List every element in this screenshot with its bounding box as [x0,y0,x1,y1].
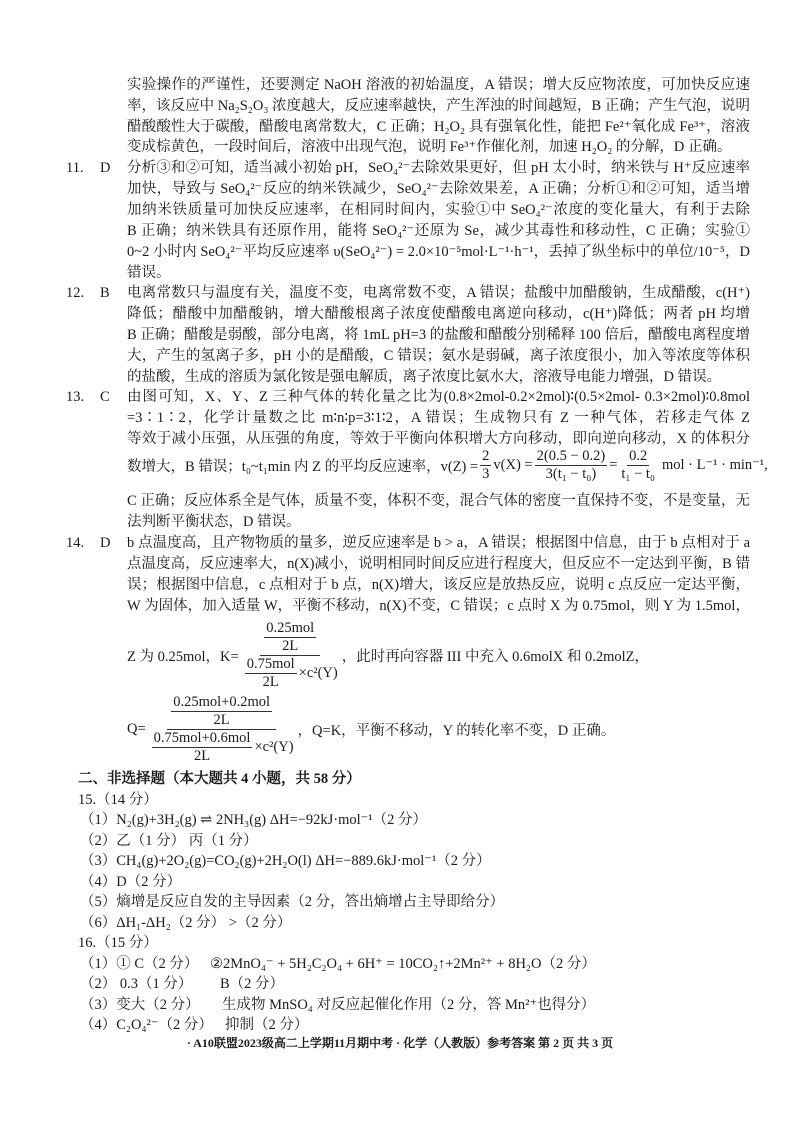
formula-text: = [609,457,618,473]
denominator: 2L [262,674,279,690]
q16-item: （2） 0.3（1 分） [80,976,193,992]
numerator: 2 [482,448,490,464]
denominator: 3(t₁ − t₀) [545,466,597,482]
text-line: 电离常数只与温度有关，温度不变，电离常数不变，A 错误；盐酸中加醋酸钠，生成醋酸，c(H⁺) [127,285,750,301]
rate-formula [127,448,768,483]
formula-text: ×c²(Y) [298,665,338,681]
section-heading: 二、非选择题（本大题共 4 小题，共 58 分） [78,771,361,787]
formula-unit: mol · L⁻¹ · min⁻¹, [662,457,768,473]
text-line: 加纳米铁质量可加快反应速率，在相同时间内，实验①中 SeO₄²⁻浓度的变化量大，有利于去除 [127,202,750,218]
k-formula [127,620,649,691]
denominator [241,656,340,691]
answer-choice: C [100,389,110,405]
q16-item-part2: 抑制（2 分） [225,1017,309,1033]
q16-item: （4）C₂O₄²⁻（2 分） [80,1017,213,1033]
text-line: 实验操作的严谨性，还要测定 NaOH 溶液的初始温度，A 错误；增大反应物浓度，可加快反应速 [127,77,750,93]
answer-choice: D [100,160,111,176]
q16-item-part2: B（2 分） [220,976,285,992]
text-line: 变成棕黄色，一段时间后，溶液中出现气泡，说明 Fe³⁺作催化剂，加速 H₂O₂ 的分解，D 正确。 [127,139,732,155]
text-line: 的盐酸，生成的溶质为氯化铵是强电解质，离子浓度比氨水大，溶液导电能力增强，D 错误。 [127,369,722,385]
numerator: 0.25mol [266,620,315,636]
q15-title: 15.（14 分） [78,792,158,808]
text-line: B 正确；醋酸是弱酸，部分电离，将 1mL pH=3 的盐酸和醋酸分别稀释 100 倍后，醋酸电离程度增 [127,327,750,343]
denominator: 3 [482,466,490,482]
formula-text: ，此时再向容器 III 中充入 0.6molX 和 0.2molZ， [341,649,650,665]
formula-lead: Z 为 0.25mol，K= [127,649,239,665]
fraction [148,694,296,765]
page-footer: · A10联盟2023级高二上学期11月期中考 · 化学（人教版）参考答案 第 2 页 共 3 页 [186,1036,614,1050]
text-line: 点温度高，反应速率大，n(X)减小，说明相同时间反应进行程度大，但反应不一定达到平衡，B 错 [127,556,750,572]
text-line: 加快，导致与 SeO₄²⁻反应的纳米铁减少，SeO₄²⁻去除效果差，A 正确；分析①和②可知，适当增 [127,181,750,197]
text-line: 分析③和②可知，适当减小初始 pH，SeO₄²⁻去除效果更好，但 pH 太小时，纳米铁与 H⁺反应速率 [127,160,750,176]
q16-title: 16.（15 分） [78,935,158,951]
formula-text: ，Q=K，平衡不移动，Y 的转化率不变，D 正确。 [297,723,616,739]
denominator: 2L [282,638,299,654]
text-line: 由图可知，X、Y、Z 三种气体的转化量之比为(0.8×2mol-0.2×2mol)∶(0.5×2mol- 0.3×2mol)∶0.8mol [127,389,750,405]
numerator: 2(0.5 − 0.2) [536,448,606,464]
question-number: 12. [66,285,85,301]
q15-item: （3）CH₄(g)+2O₂(g)=CO₂(g)+2H₂O(l) ΔH=−889.6kJ·mol⁻¹（2 分） [80,853,491,869]
text-line: 法判断平衡状态，D 错误。 [127,514,301,530]
text-line: 错误。 [127,265,171,281]
denominator: t₁ − t₀ [621,466,655,482]
denominator: 2L [194,748,211,764]
fraction [619,448,657,483]
text-line: =3∶1∶2，化学计量数之比 m∶n∶p=3∶1∶2，A 错误；生成物只有 Z 一种气体，若移走气体 Z [127,410,750,426]
numerator: 0.75mol+0.6mol [153,730,251,746]
q15-item: （5）熵增是反应自发的主导因素（2 分，答出熵增占主导即给分） [80,894,505,910]
denominator: 2L [213,712,230,728]
question-number: 14. [66,535,85,551]
numerator [260,620,320,656]
q15-item: （4）D（2 分） [80,874,182,890]
q16-item-part2: 生成物 MnSO₄ 对反应起催化作用（2 分，答 Mn²⁺也得分） [222,997,596,1013]
text-line: W 为固体，加入适量 W，平衡不移动，n(X)不变，C 错误；c 点时 X 为 0.75mol，则 Y 为 1.5mol， [127,598,750,614]
q15-item: （1）N₂(g)+3H₂(g) ⇌ 2NH₃(g) ΔH=−92kJ·mol⁻¹（2 分） [80,812,428,828]
denominator [148,730,296,765]
fraction [480,448,491,483]
formula-lead: 数增大，B 错误；t₀~t₁min 内 Z 的平均反应速率，v(Z) = [127,459,479,475]
answer-choice: D [100,535,111,551]
q16-item: （1）① C（2 分） [80,956,199,972]
text-line: 等效于减小压强，从压强的角度，等效于平衡向体积增大方向移动，即向逆向移动，X 的体积分 [127,431,750,447]
text-line: 0~2 小时内 SeO₄²⁻平均反应速率 υ(SeO₄²⁻) = 2.0×10⁻⁵mol·L⁻¹·h⁻¹，丢掉了纵坐标中的单位/10⁻⁵，D [127,244,750,260]
question-number: 11. [66,160,84,176]
numerator: 0.2 [629,448,648,464]
q15-item: （6）ΔH₁-ΔH₂（2 分） >（2 分） [80,915,292,931]
q16-item-part2: ②2MnO₄⁻ + 5H₂C₂O₄ + 6H⁺ = 10CO₂↑+2Mn²⁺ + 8H₂O（2 分） [210,956,596,972]
answer-choice: B [100,285,110,301]
text-line: 误；根据图中信息，c 点相对于 b 点，n(X)增大，该反应是放热反应，说明 c 点反应一定达平衡， [127,577,750,593]
numerator: 0.75mol [246,656,295,672]
formula-text: v(X) = [493,457,533,473]
text-line: B 正确；纳米铁具有还原作用，能将 SeO₄²⁻还原为 Se，减少其毒性和移动性，C 正确；实验① [127,223,750,239]
formula-text: ×c²(Y) [254,739,294,755]
q-formula [127,694,615,765]
text-line: 大，产生的氢离子多，pH 小的是醋酸，C 错误；氨水是弱碱，离子浓度很小，加入等浓度等体积 [127,348,750,364]
formula-lead: Q= [127,721,146,737]
text-line: C 正确；反应体系全是气体，质量不变，体积不变，混合气体的密度一直保持不变，不是变量，无 [127,493,750,509]
fraction [535,448,608,483]
text-line: 醋酸酸性大于碳酸，醋酸电离常数大，C 正确；H₂O₂ 具有强氧化性，能把 Fe²⁺氧化成 Fe³⁺，溶液 [127,119,750,135]
text-line: 降低；醋酸中加醋酸钠，增大醋酸根离子浓度使醋酸电离逆向移动，c(H⁺)降低；两者 pH 均增 [127,306,750,322]
text-line: 率，该反应中 Na₂S₂O₃ 浓度越大，反应速率越快，产生浑浊的时间越短，B 正确；产生气泡，说明 [127,98,750,114]
fraction [241,620,340,691]
q15-item: （2）乙（1 分） 丙（1 分） [80,833,258,849]
q16-item: （3）变大（2 分） [80,997,200,1013]
question-number: 13. [66,389,85,405]
text-line: b 点温度高，且产物物质的量多，逆反应速率是 b > a，A 错误；根据图中信息，由于 b 点相对于 a [127,535,750,551]
numerator: 0.25mol+0.2mol [173,694,270,710]
numerator [167,694,276,730]
